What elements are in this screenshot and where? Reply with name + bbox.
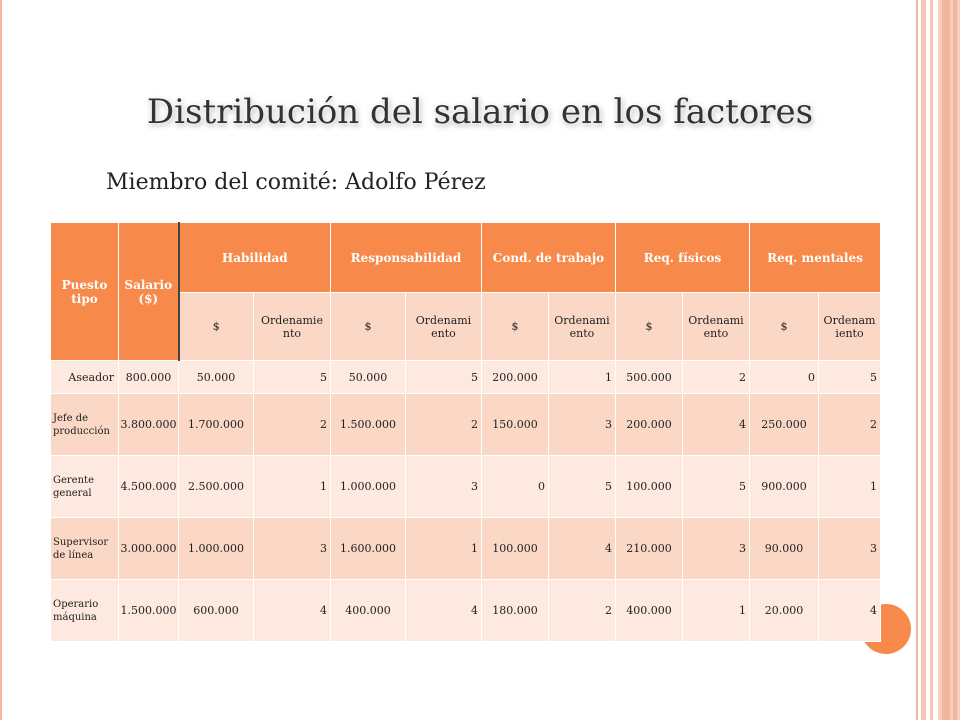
cell-rank: 5 xyxy=(683,456,750,518)
cell-rank: 1 xyxy=(406,518,482,580)
cell-rank: 3 xyxy=(819,518,881,580)
cell-rank: 5 xyxy=(819,361,881,394)
cell-value: 1.000.000 xyxy=(179,518,254,580)
cell-rank: 5 xyxy=(406,361,482,394)
header-req-fisicos: Req. físicos xyxy=(616,223,750,293)
cell-value: 50.000 xyxy=(179,361,254,394)
cell-rank: 5 xyxy=(549,456,616,518)
row-salario: 1.500.000 xyxy=(119,580,179,642)
subheader-cell: $ xyxy=(331,293,406,361)
table-row xyxy=(51,456,881,518)
table-row xyxy=(51,394,881,456)
row-salario: 4.500.000 xyxy=(119,456,179,518)
row-salario: 3.000.000 xyxy=(119,518,179,580)
cell-rank: 2 xyxy=(406,394,482,456)
cell-value: 50.000 xyxy=(331,361,406,394)
header-puesto: Puesto tipo xyxy=(51,223,119,361)
cell-value: 1.500.000 xyxy=(331,394,406,456)
cell-rank: 4 xyxy=(406,580,482,642)
row-puesto: Supervisor de línea xyxy=(51,518,119,580)
row-salario: 3.800.000 xyxy=(119,394,179,456)
cell-value: 200.000 xyxy=(616,394,683,456)
header-salario: Salario ($) xyxy=(119,223,179,361)
subheader-cell: Ordenamie nto xyxy=(254,293,331,361)
header-cond-trabajo: Cond. de trabajo xyxy=(482,223,616,293)
header-habilidad: Habilidad xyxy=(179,223,331,293)
cell-value: 900.000 xyxy=(750,456,819,518)
row-puesto: Aseador xyxy=(51,361,119,394)
subheader-cell: Ordenami ento xyxy=(549,293,616,361)
subheader-cell: $ xyxy=(750,293,819,361)
subheader-cell: $ xyxy=(179,293,254,361)
cell-value: 210.000 xyxy=(616,518,683,580)
cell-rank: 4 xyxy=(549,518,616,580)
cell-rank: 2 xyxy=(549,580,616,642)
cell-rank: 3 xyxy=(683,518,750,580)
cell-rank: 2 xyxy=(254,394,331,456)
subheader-cell: Ordenami ento xyxy=(683,293,750,361)
slide-subtitle: Miembro del comité: Adolfo Pérez xyxy=(106,170,486,195)
cell-rank: 1 xyxy=(683,580,750,642)
row-salario: 800.000 xyxy=(119,361,179,394)
subheader-cell: Ordenam iento xyxy=(819,293,881,361)
cell-value: 180.000 xyxy=(482,580,549,642)
subheader-cell: Ordenami ento xyxy=(406,293,482,361)
cell-value: 2.500.000 xyxy=(179,456,254,518)
cell-rank: 1 xyxy=(549,361,616,394)
cell-value: 1.000.000 xyxy=(331,456,406,518)
cell-value: 0 xyxy=(482,456,549,518)
slide-title: Distribución del salario en los factores xyxy=(146,92,814,132)
header-req-mentales: Req. mentales xyxy=(750,223,881,293)
cell-value: 600.000 xyxy=(179,580,254,642)
cell-value: 1.600.000 xyxy=(331,518,406,580)
table-row xyxy=(51,361,881,394)
cell-rank: 3 xyxy=(406,456,482,518)
row-puesto: Operario máquina xyxy=(51,580,119,642)
cell-rank: 2 xyxy=(819,394,881,456)
cell-value: 100.000 xyxy=(616,456,683,518)
cell-rank: 1 xyxy=(819,456,881,518)
cell-rank: 4 xyxy=(254,580,331,642)
cell-rank: 3 xyxy=(254,518,331,580)
subheader-cell: $ xyxy=(616,293,683,361)
cell-rank: 2 xyxy=(683,361,750,394)
table-row xyxy=(51,518,881,580)
cell-value: 0 xyxy=(750,361,819,394)
cell-rank: 3 xyxy=(549,394,616,456)
cell-value: 500.000 xyxy=(616,361,683,394)
cell-value: 1.700.000 xyxy=(179,394,254,456)
table-row xyxy=(51,580,881,642)
cell-rank: 4 xyxy=(683,394,750,456)
cell-rank: 5 xyxy=(254,361,331,394)
cell-value: 100.000 xyxy=(482,518,549,580)
cell-value: 20.000 xyxy=(750,580,819,642)
cell-value: 400.000 xyxy=(616,580,683,642)
header-responsabilidad: Responsabilidad xyxy=(331,223,482,293)
cell-value: 150.000 xyxy=(482,394,549,456)
row-puesto: Jefe de producción xyxy=(51,394,119,456)
salary-table xyxy=(50,222,881,642)
row-puesto: Gerente general xyxy=(51,456,119,518)
cell-value: 400.000 xyxy=(331,580,406,642)
subheader-cell: $ xyxy=(482,293,549,361)
cell-value: 250.000 xyxy=(750,394,819,456)
cell-value: 90.000 xyxy=(750,518,819,580)
cell-value: 200.000 xyxy=(482,361,549,394)
cell-rank: 1 xyxy=(254,456,331,518)
cell-rank: 4 xyxy=(819,580,881,642)
